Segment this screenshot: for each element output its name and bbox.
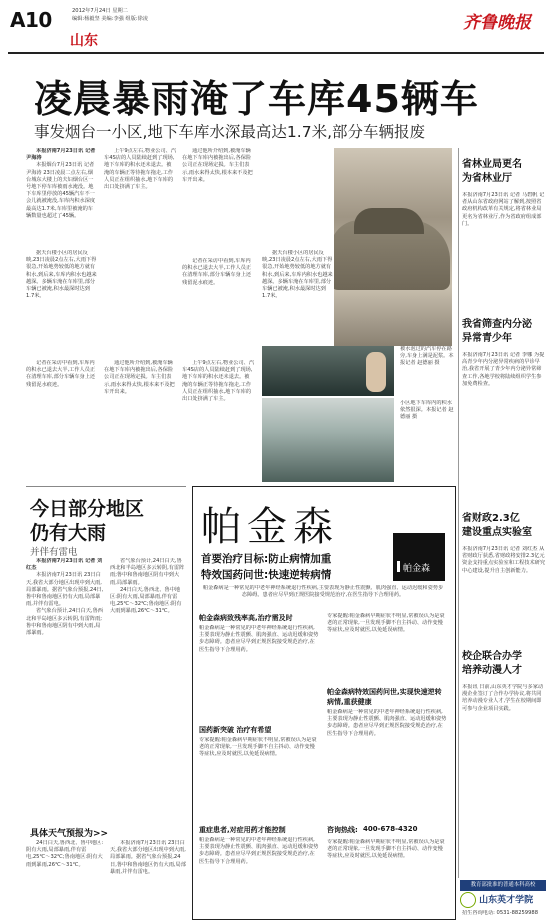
weather-byline: 本报济南7月23日讯 记者 刘红杰 [26, 558, 103, 572]
forecast-paragraph-1: 24日白天,鲁西北、鲁中地区:阴有大雨,局部暴雨,伴有雷电,25℃～32℃;鲁南地区:阴有大雨到暴雨,26℃～31℃。 [26, 840, 104, 868]
brief-1-body: 本报济南7月23日讯 记者 马碧帆 记者从山东省政府网站了解到,按照省政府机构改革有关规定,将省林业局更名为省林业厅,作为省政府组成部门。 [462, 192, 545, 227]
brief-4-title-line-1: 校企联合办学 [462, 651, 522, 662]
brief-1-title-line-1: 省林业局更名 [462, 159, 522, 170]
photo-caption-2: 小区地下车库内的积水依然很深。本报记者 赵德丽 摄 [400, 400, 454, 421]
advert-brand: 帕金森 [201, 504, 339, 550]
weather-body-col1 [26, 558, 104, 820]
advert-badge-mark [397, 561, 400, 572]
advert-section-2-title: 国药新突破 治疗有希望 [199, 726, 272, 734]
brief-2 [462, 318, 546, 502]
page-region: 山东 [70, 33, 98, 49]
advert-slogan-1: 首要治疗目标:防止病情加重 [201, 553, 332, 565]
brief-1-title-line-2: 为省林业厅 [462, 173, 512, 184]
lead-paragraph-9: 记者在采访中看到,车库内的积水已退去大半,工作人员正在清理车库,部分车辆车身上还残留泥水痕迹。 [26, 360, 96, 388]
weather-headline-line-1: 今日部分地区 [30, 498, 145, 520]
advert-hotline-label: 咨询热线: [327, 826, 358, 834]
sidebar-divider [458, 148, 459, 878]
bottom-ad-phone: 招生咨询电话: 0531-88259988 [462, 910, 538, 916]
weather-top-rule [26, 486, 186, 487]
weather-paragraph-1: 本报济南7月23日讯 23日白天,我省大部分地区出现中到大雨,局部暴雨。据省气象台预报,24日,鲁中和鲁南地区仍有大雨,局部暴雨,并伴有雷电。 [26, 572, 104, 608]
brief-3-title-line-2: 建设重点实验室 [462, 527, 532, 538]
masthead-rule [8, 52, 544, 54]
date-line: 2012年7月24日 星期二 [72, 8, 128, 14]
brief-2-title-line-1: 我省筛查内分泌 [462, 319, 532, 330]
lead-photo-flooded-car [334, 148, 452, 346]
forecast-heading: 具体天气预报为>> [30, 829, 109, 839]
page-number: A10 [10, 8, 52, 32]
lead-body-col3 [104, 148, 176, 358]
advert-col-2c: 专家提醒:帕金森病早期症状不明显,常被误认为是衰老的正常现象,一旦发现手脚不自主抖动、动作变慢等症状,应及时就医,以免延误病情。 [327, 839, 445, 860]
weather-paragraph-3: 省气象台预计,24日白天,鲁西北和半岛地区多云转阴,有雷阵雨;鲁中和鲁南地区阴有中到大雨,局部暴雨。 [110, 558, 185, 586]
weather-subhead: 并伴有雷电 [30, 547, 78, 558]
advert-section-4-title: 重症患者,对症用药才能控制 [199, 826, 286, 834]
advert-badge [393, 533, 445, 581]
forecast-paragraph-2: 本报济南7月23日讯 23日白天,我省大部分地区出现中到大雨,局部暴雨。据省气象台预报,24日,鲁中和鲁南地区仍有大雨,局部暴雨,并伴有雷电。 [110, 840, 186, 875]
lead-paragraph-1: 本报烟台7月23日讯 记者 尹海涛 23日凌晨二点左右,烟台城东大楼上的夫妇烟台区一号地下停车库被雨水淹没。地下车库里停放的45辆汽车不一会儿就被淹没,车库内积水深度最高达1.7米,车库里被淹的车辆数量也超过了45辆。 [26, 162, 96, 219]
lead-byline: 本报济南7月23日讯 记者 尹海涛 [26, 148, 96, 162]
lead-photo-flooded-garage [262, 346, 394, 396]
brief-4-title-line-2: 培养动漫人才 [462, 665, 522, 676]
advert-badge-text: 帕金森 [403, 564, 431, 574]
brief-2-title-line-2: 异常青少年 [462, 333, 512, 344]
advert-col-1b: 专家提醒:帕金森病早期症状不明显,常被误认为是衰老的正常现象,一旦发现手脚不自主抖动、动作变慢等症状,应及时就医,以免延误病情。 [199, 737, 317, 758]
lead-body-col8 [104, 360, 176, 482]
forecast-body-col1 [26, 840, 104, 918]
lead-paragraph-8: 通过他所介绍到,被淹车辆在地下车库内被拖出后,各保险公司正在现场定损。车主们表示,雨水来得太快,根本来不及把车开出来。 [104, 360, 175, 395]
advert-slogan-2: 特效国药问世:快速逆转病情 [201, 569, 332, 581]
brief-1 [462, 158, 546, 292]
bottom-ad-school [460, 892, 546, 908]
weather-body-col2 [110, 558, 186, 820]
paper-logo: 齐鲁晚报 [463, 13, 531, 33]
lead-paragraph-6: 据天台楼小区的居民反映,23日凌晨2点左右,大雨下得很急,开始地势较低的地方就有积水,到后来,车库内积水也越来越深。多辆车淹在车库里,部分车辆已被淹,积水最深时达到1.7米。 [262, 250, 333, 300]
advert-col-2b: 帕金森病是一种常见的中老年神经系统退行性疾病,主要表现为静止性震颤、肌肉强直、运动迟缓和姿势步态障碍。患者应尽早到正规医院接受规范治疗,在医生指导下合理用药。 [327, 709, 447, 737]
editors-line: 编辑:杨毅坚 美编:李强 组版:徐凌 [72, 16, 148, 22]
lead-photo-garage-interior [262, 398, 394, 482]
lead-body-col7 [182, 360, 254, 482]
car-window-shape [354, 208, 424, 234]
advert-section-3-title: 帕金森病特效国药问世,实现快速逆转病情,重获健康 [327, 688, 442, 706]
bottom-ad-left-text: 教育部批准的普通本科高校 [470, 882, 536, 888]
lead-body-col5 [182, 258, 254, 358]
forecast-body-col2 [110, 840, 186, 918]
advert-col-2: 专家提醒:帕金森病早期症状不明显,常被误认为是衰老的正常现象,一旦发现手脚不自主抖动、动作变慢等症状,应及时就医,以免延误病情。 [327, 613, 445, 634]
garage-person-shape [366, 352, 386, 392]
brief-3-body: 本报济南7月23日讯 记者 刘红杰 从省财政厅获悉,省财政将安排2.3亿元资金支持重点实验室和工程技术研究中心建设,提升自主创新能力。 [462, 546, 546, 574]
school-name: 山东英才学院 [479, 895, 534, 906]
bottom-ad-left [460, 880, 546, 891]
lead-paragraph-7: 上午9点左右,物业公司、汽车4S店的人员陆续赶到了现场,地下车库的积水还未退去。被淹的车辆正等待拖车拖走,工作人员正在组织抽水,地下车库的出口处挤满了车主。 [182, 360, 254, 403]
weather-paragraph-4: 24日白天,鲁西北、鲁中地区:阴有大雨,局部暴雨,伴有雷电,25℃～32℃;鲁南地区:阴有大雨到暴雨,26℃～31℃。 [110, 586, 182, 615]
advert-hotline: 400-678-4320 [363, 825, 418, 833]
lead-headline: 凌晨暴雨淹了车库45辆车 [34, 77, 479, 121]
brief-2-body: 本报济南7月23日讯 记者 李娜 为提高青少年内分泌异常疾病的早诊早治,我省开展了青少年内分泌异常筛查工作,各地学校将陆续组织学生参加免费检查。 [462, 352, 545, 387]
advert-section-1-title: 帕金森病致残率高,治疗需及时 [199, 614, 293, 622]
brief-4 [462, 650, 546, 859]
lead-paragraph-3: 上午9点左右,物业公司、汽车4S店的人员陆续赶到了现场,地下车库的积水还未退去。被淹的车辆正等待拖车拖走,工作人员正在组织抽水,地下车库的出口处挤满了车主。 [104, 148, 176, 191]
lead-subhead: 事发烟台一小区,地下车库水深最高达1.7米,部分车辆报废 [34, 123, 426, 141]
lead-body-col4 [182, 148, 254, 258]
lead-paragraph-5: 记者在采访中看到,车库内的积水已退去大半,工作人员正在清理车库,部分车辆车身上还残留泥水痕迹。 [182, 258, 252, 286]
parkinson-advert [192, 486, 456, 920]
brief-3-title-line-1: 省财政2.3亿 [462, 513, 520, 524]
lead-body-col2 [26, 250, 98, 360]
lead-body-col6 [262, 250, 334, 358]
brief-3 [462, 512, 546, 638]
lead-paragraph-4: 通过他所介绍到,被淹车辆在地下车库内被拖出后,各保险公司正在现场定损。车主们表示,雨水来得太快,根本来不及把车开出来。 [182, 148, 253, 183]
school-logo-icon [460, 892, 476, 908]
brief-4-body: 本报讯 日前,山东英才学院与多家动漫企业签订了合作办学协议,将共同培养动漫专业人才,学生在校期间即可参与企业项目实践。 [462, 684, 544, 712]
advert-intro: 帕金森病是一种常见的中老年神经系统退行性疾病,主要表现为静止性震颤、肌肉强直、运动迟缓和姿势步态障碍。患者应尽早到正规医院接受规范治疗,在医生指导下合理用药。 [202, 585, 444, 599]
lead-body-col9 [26, 360, 98, 482]
masthead [0, 0, 550, 60]
advert-col-1c: 帕金森病是一种常见的中老年神经系统退行性疾病,主要表现为静止性震颤、肌肉强直、运动迟缓和姿势步态障碍。患者应尽早到正规医院接受规范治疗,在医生指导下合理用药。 [199, 837, 319, 865]
weather-headline-line-2: 仍有大雨 [30, 522, 107, 544]
photo-caption-1: 被水泡过的汽车停在路旁,车身上满是泥浆。本报记者 赵德丽 摄 [400, 346, 454, 367]
weather-paragraph-2: 省气象台预计,24日白天,鲁西北和半岛地区多云转阴,有雷阵雨;鲁中和鲁南地区阴有中到大雨,局部暴雨。 [26, 608, 103, 637]
advert-col-1: 帕金森病是一种常见的中老年神经系统退行性疾病,主要表现为静止性震颤、肌肉强直、运动迟缓和姿势步态障碍。患者应尽早到正规医院接受规范治疗,在医生指导下合理用药。 [199, 625, 319, 653]
lead-paragraph-2: 据天台楼小区的居民反映,23日凌晨2点左右,大雨下得很急,开始地势较低的地方就有积水,到后来,车库内积水也越来越深。多辆车淹在车库里,部分车辆已被淹,积水最深时达到1.7米。 [26, 250, 97, 300]
